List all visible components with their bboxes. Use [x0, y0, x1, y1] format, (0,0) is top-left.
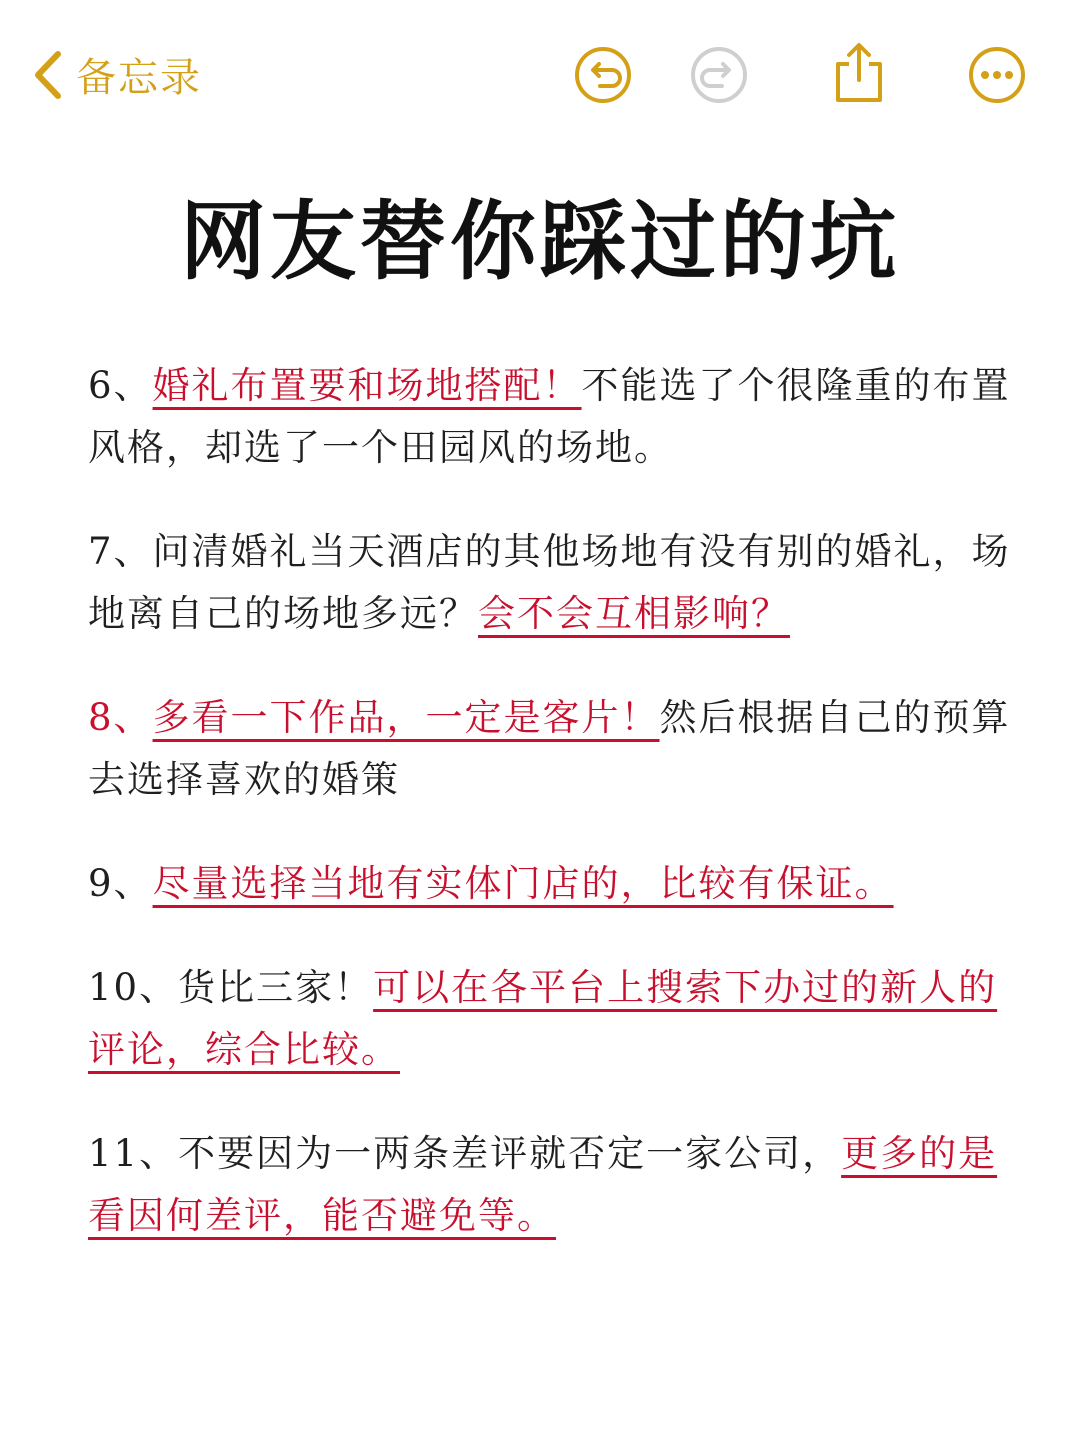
item-text: 不能选了个很隆重的布置风格，却选了一个田园风的场地。: [88, 364, 1011, 469]
undo-button[interactable]: [574, 46, 632, 104]
redo-icon: [690, 46, 748, 104]
highlighted-text: 更多的是看因何差评，能否避免等。: [88, 1132, 998, 1237]
notes-toolbar: [0, 0, 1080, 150]
list-item: [88, 355, 1028, 479]
item-text: 10、货比三家！: [88, 966, 374, 1009]
note-title: 网友替你踩过的坑: [180, 191, 900, 292]
redo-button[interactable]: [690, 46, 748, 104]
item-number: 6、: [88, 364, 153, 407]
item-number: 9、: [88, 862, 153, 905]
note-body[interactable]: [88, 355, 1028, 1289]
highlighted-text: 多看一下作品，一定是客片！: [152, 696, 660, 739]
item-text: 7、问清婚礼当天酒店的其他场地有没有别的婚礼，场地离自己的场地多远？: [88, 530, 1011, 635]
share-icon: [830, 40, 888, 104]
undo-icon: [574, 46, 632, 104]
list-item: [88, 1123, 1028, 1247]
list-item: [88, 853, 1028, 915]
item-number: 8、: [88, 696, 153, 739]
list-item: [88, 687, 1028, 811]
more-icon: [968, 46, 1026, 104]
list-item: [88, 957, 1028, 1081]
item-text: 11、不要因为一两条差评就否定一家公司，: [88, 1132, 842, 1175]
share-button[interactable]: [830, 40, 888, 104]
list-item: [88, 521, 1028, 645]
back-button[interactable]: [30, 46, 202, 103]
back-label: 备忘录: [76, 55, 202, 101]
more-button[interactable]: [968, 46, 1026, 104]
item-text: 然后根据自己的预算去选择喜欢的婚策: [88, 696, 1011, 801]
highlighted-text: 可以在各平台上搜索下办过的新人的评论，综合比较。: [88, 966, 998, 1071]
highlighted-text: 尽量选择当地有实体门店的，比较有保证。: [152, 862, 894, 905]
chevron-left-icon: [30, 48, 64, 102]
highlighted-text: 会不会互相影响？: [478, 592, 790, 635]
highlighted-text: 婚礼布置要和场地搭配！: [152, 364, 582, 407]
